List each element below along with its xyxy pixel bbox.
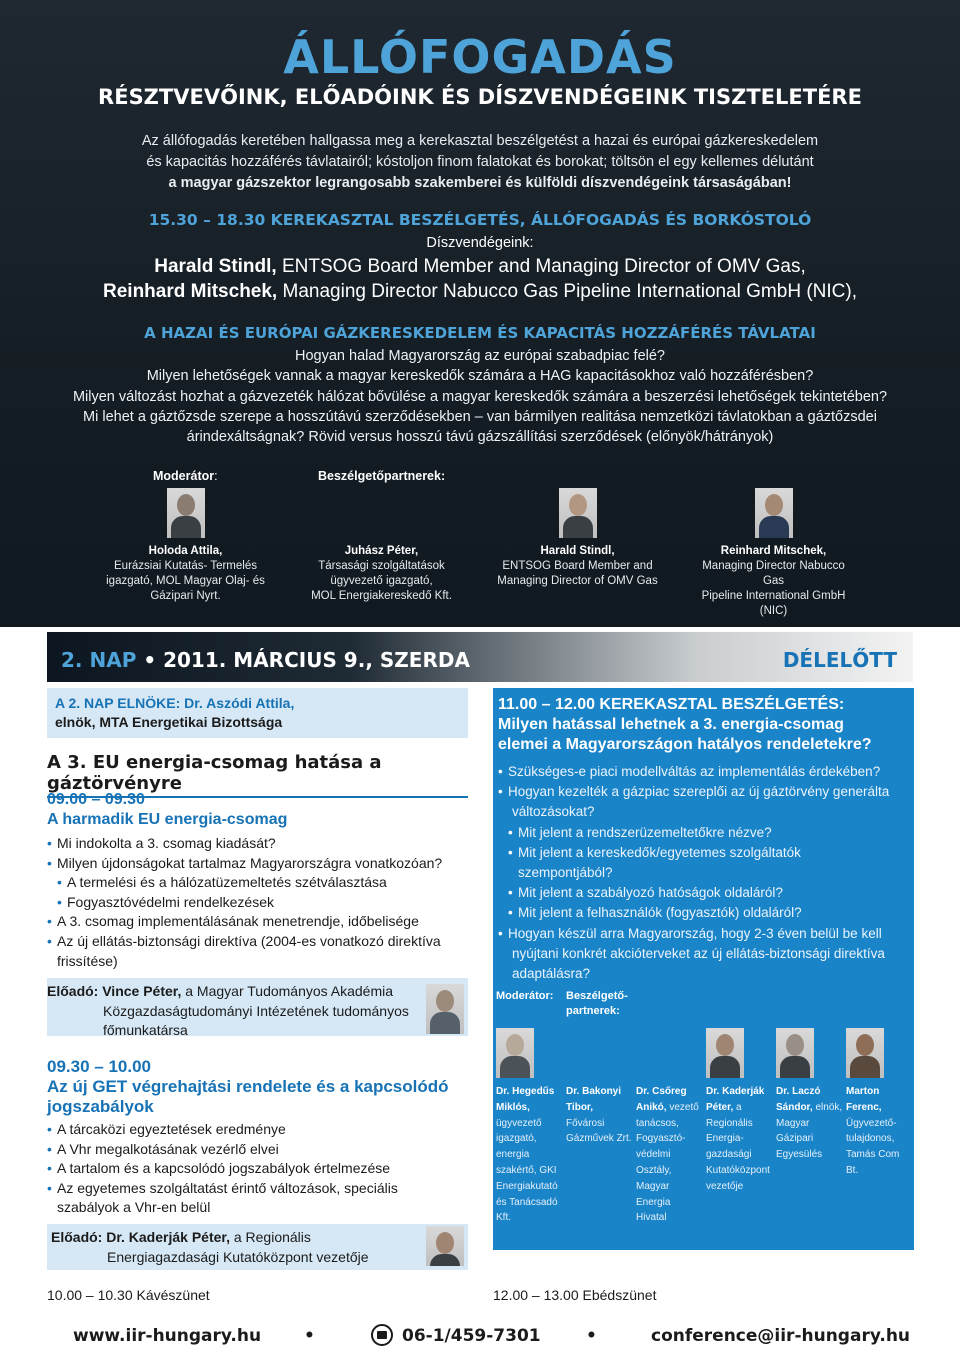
person-desc: Eurázsiai Kutatás- Termelés bbox=[114, 560, 257, 572]
person-name: Holoda Attila, bbox=[148, 545, 223, 557]
partners-label-line: partnerek: bbox=[566, 1005, 620, 1017]
panelist-desc: ügyvezető bbox=[496, 1117, 542, 1129]
guests-label: Díszvendégeink: bbox=[426, 235, 534, 251]
panelist-name: Anikó, bbox=[636, 1101, 667, 1113]
page-subtitle: RÉSZTVEVŐINK, ELŐADÓINK ÉS DÍSZVENDÉGEINK TISZTELETÉRE bbox=[98, 85, 862, 109]
guest-name: Reinhard Mitschek, bbox=[103, 281, 278, 302]
panelist-name: Sándor, bbox=[776, 1101, 813, 1113]
email-link[interactable]: conference@iir-hungary.hu bbox=[651, 1326, 911, 1346]
list-item: • Mit jelent a kereskedők/egyetemes szolgáltatók bbox=[498, 843, 906, 863]
person-desc: igazgató, MOL Magyar Olaj- és bbox=[106, 575, 265, 587]
panelist-desc: szakértő, GKI bbox=[496, 1164, 557, 1176]
panelist-desc: Kutatóközpont bbox=[706, 1164, 770, 1176]
panelist-card bbox=[496, 1028, 564, 1226]
portrait-photo bbox=[426, 1226, 464, 1266]
list-item: szempontjából? bbox=[518, 865, 613, 881]
list-item: • A termelési és a hálózatüzemeltetés szétválasztása bbox=[47, 873, 442, 893]
panelist-card bbox=[706, 1028, 774, 1195]
person-name: Harald Stindl, bbox=[540, 545, 615, 557]
question-line: árindexáltságnak? Rövid versus hosszú távú gázszállítási szerződések (előnyök/hátrányok) bbox=[186, 429, 774, 445]
intro-line: a magyar gázszektor legrangosabb szakemberei és külföldi díszvendégeink társaságában! bbox=[168, 175, 792, 191]
person-card bbox=[495, 488, 660, 589]
list-item: • A 3. csomag implementálásának menetrendje, időbelisége bbox=[47, 912, 442, 932]
panelist-name: Miklós, bbox=[496, 1101, 530, 1113]
moderator-label bbox=[153, 469, 218, 483]
person-desc: Társasági szolgáltatások bbox=[318, 560, 445, 572]
list-item: adaptálásra? bbox=[512, 966, 591, 982]
list-item: • A tárcaközi egyeztetések eredménye bbox=[47, 1120, 398, 1140]
person-card bbox=[103, 488, 268, 604]
session-1-heading bbox=[47, 790, 287, 830]
person-card bbox=[299, 488, 464, 604]
panelist-card bbox=[566, 1028, 634, 1147]
panelist-desc: tanácsos, bbox=[636, 1117, 679, 1129]
panelist-desc: Energiakutató bbox=[496, 1180, 558, 1192]
speaker-box bbox=[47, 1224, 468, 1270]
day-banner bbox=[47, 632, 913, 682]
panelist-name: Tibor, bbox=[566, 1101, 594, 1113]
speaker-text: Közgazdaságtudományi Intézetének tudományos bbox=[103, 1002, 409, 1019]
panelist-desc: Kft. bbox=[496, 1212, 512, 1224]
portrait-photo bbox=[846, 1028, 884, 1078]
roundtable-topics bbox=[498, 762, 906, 984]
speaker-box bbox=[47, 978, 468, 1036]
list-item: • Szükséges-e piaci modellváltás az implementálás érdekében? bbox=[498, 762, 906, 782]
panelist-card bbox=[776, 1028, 844, 1163]
panelist-desc: gazdasági bbox=[706, 1149, 752, 1161]
list-item: • Mit jelent a rendszerüzemeltetőkre nézve? bbox=[498, 823, 906, 843]
page-title: ÁLLÓFOGADÁS bbox=[283, 30, 677, 84]
person-desc: Pipeline International GmbH (NIC) bbox=[701, 590, 846, 617]
person-desc: ügyvezető igazgató, bbox=[330, 575, 433, 587]
portrait-photo bbox=[167, 488, 205, 538]
chair-role: elnök, MTA Energetikai Bizottsága bbox=[55, 714, 283, 730]
moderator-label-text: Moderátor bbox=[153, 469, 215, 483]
coffee-break: 10.00 – 10.30 Kávészünet bbox=[47, 1287, 210, 1303]
guest-line bbox=[0, 281, 960, 303]
panelist-name: Dr. Laczó bbox=[776, 1086, 821, 1097]
chair-prefix: A 2. NAP ELNÖKE: bbox=[55, 695, 181, 711]
panelist-name: Dr. Csőreg bbox=[636, 1086, 687, 1097]
person-card bbox=[691, 488, 856, 619]
list-item: frissítése) bbox=[57, 952, 118, 969]
list-item: • Hogyan készül arra Magyarország, hogy 2-3 éven belül be kell bbox=[498, 924, 906, 944]
speaker-text: Energiagazdasági Kutatóközpont vezetője bbox=[107, 1248, 369, 1265]
panelist-card bbox=[846, 1028, 914, 1179]
list-item: • Az egyetemes szolgáltatást érintő változások, speciális bbox=[47, 1179, 398, 1199]
panelist-desc: Egyesülés bbox=[776, 1149, 823, 1161]
speaker-text: főmunkatársa bbox=[103, 1022, 188, 1038]
list-item: • A Vhr megalkotásának vezérlő elvei bbox=[47, 1140, 398, 1160]
list-item: • Az új ellátás-biztonsági direktíva (2004-es vonatkozó direktíva bbox=[47, 932, 442, 952]
portrait-photo bbox=[706, 1028, 744, 1078]
person-name: Reinhard Mitschek, bbox=[720, 545, 827, 557]
question-line: Milyen lehetőségek vannak a magyar kereskedők számára a HAG kapacitásokhoz való hozzáférésben? bbox=[146, 368, 814, 384]
portrait-photo bbox=[776, 1028, 814, 1078]
panelist-desc: igazgató, bbox=[496, 1133, 537, 1145]
roundtable-question: Milyen hatással lehetnek a 3. energia-csomag bbox=[498, 716, 844, 733]
footer-separator: • bbox=[304, 1326, 315, 1346]
section-heading: A 3. EU energia-csomag hatása a gáztörvényre bbox=[47, 752, 468, 798]
panelist-card bbox=[636, 1028, 704, 1226]
person-desc: MOL Energiakereskedő Kft. bbox=[311, 590, 452, 602]
list-item: változásokat? bbox=[512, 804, 595, 820]
list-item: • Hogyan kezelték a gázpiac szereplői az új gáztörvény generálta bbox=[498, 782, 906, 802]
person-desc: ENTSOG Board Member and bbox=[502, 560, 653, 572]
panelist-desc: Magyar Gázipari bbox=[776, 1117, 814, 1145]
roundtable-box bbox=[493, 688, 914, 1250]
day-date-text: 2011. MÁRCIUS 9., SZERDA bbox=[163, 648, 470, 672]
portrait-photo bbox=[559, 488, 597, 538]
guest-role: Managing Director Nabucco Gas Pipeline International GmbH (NIC), bbox=[282, 281, 857, 302]
panelist-name: Dr. Kaderják bbox=[706, 1086, 765, 1097]
session-2-topics bbox=[47, 1120, 398, 1218]
list-item: • Mi indokolta a 3. csomag kiadását? bbox=[47, 834, 442, 854]
panelist-desc: a bbox=[736, 1101, 742, 1113]
panelist-desc: Tamás Com Bt. bbox=[846, 1149, 900, 1176]
partners-label bbox=[566, 989, 628, 1019]
panelist-desc: Magyar Energia bbox=[636, 1180, 671, 1208]
panelist-desc: Energia- bbox=[706, 1133, 744, 1145]
person-desc: Gázipari Nyrt. bbox=[150, 590, 221, 602]
day-date bbox=[61, 648, 470, 672]
person-desc: Managing Director of OMV Gas bbox=[497, 575, 658, 587]
session-title: A harmadik EU energia-csomag bbox=[47, 811, 288, 828]
intro-line: és kapacitás hozzáférés távlatairól; kóstoljon finom falatokat és borokat; töltsön el egy kellemes délutánt bbox=[146, 154, 814, 170]
panelist-desc: Gázművek Zrt. bbox=[566, 1133, 632, 1145]
speaker-label: Előadó: Vince Péter, bbox=[47, 983, 182, 999]
session-1-topics bbox=[47, 834, 442, 971]
panelist-desc: Regionális bbox=[706, 1117, 753, 1129]
session-time: 09.00 – 09.30 bbox=[47, 791, 145, 808]
panelist-desc: és Tanácsadó bbox=[496, 1196, 558, 1208]
panelist-name: Dr. Bakonyi bbox=[566, 1086, 622, 1097]
list-item: • Milyen újdonságokat tartalmaz Magyarországra vonatkozóan? bbox=[47, 854, 442, 874]
session-title: jogszabályok bbox=[47, 1097, 154, 1116]
list-item: • Mit jelent a felhasználók (fogyasztók) oldaláról? bbox=[498, 903, 906, 923]
question-line: Mi lehet a gáztőzsde szerepe a hosszútávú szerződésekben – van bármilyen realitása nemzetközi távlatokban a gáztőzsdei bbox=[83, 409, 877, 425]
roundtable-time: 11.00 – 12.00 KEREKASZTAL BESZÉLGETÉS: bbox=[498, 696, 845, 713]
topic-title: A HAZAI ÉS EURÓPAI GÁZKERESKEDELEM ÉS KAPACITÁS HOZZÁFÉRÉS TÁVLATAI bbox=[144, 324, 816, 342]
panelist-desc: Hivatal bbox=[636, 1212, 667, 1224]
lunch-break: 12.00 – 13.00 Ebédszünet bbox=[493, 1287, 657, 1303]
guest-role: ENTSOG Board Member and Managing Director of OMV Gas, bbox=[281, 256, 806, 277]
moderator-colon: : bbox=[214, 469, 218, 483]
roundtable-title bbox=[498, 695, 871, 755]
footer-separator: • bbox=[586, 1326, 597, 1346]
partners-label: Beszélgetőpartnerek: bbox=[318, 469, 446, 483]
session-2-heading bbox=[47, 1057, 449, 1117]
person-desc: Managing Director Nabucco Gas bbox=[702, 560, 845, 587]
panelist-desc: Fővárosi bbox=[566, 1117, 605, 1129]
panelist-desc: védelmi Osztály, bbox=[636, 1149, 672, 1176]
panelist-desc: vezető bbox=[669, 1101, 699, 1113]
chair-name: Dr. Aszódi Attila, bbox=[180, 695, 295, 711]
day-part: DÉLELŐTT bbox=[782, 648, 897, 672]
phone-number[interactable]: 06-1/459-7301 bbox=[402, 1326, 541, 1346]
hero-section bbox=[0, 0, 960, 627]
day-separator: • bbox=[136, 648, 164, 672]
day-number: 2. NAP bbox=[61, 648, 137, 672]
speaker-text: a Magyar Tudományos Akadémia bbox=[181, 983, 394, 999]
list-item: • Mit jelent a szabályozó hatóságok oldaláról? bbox=[498, 883, 906, 903]
intro-line: Az állófogadás keretében hallgassa meg a kerekasztal beszélgetést a hazai és európai gázkereskedelem bbox=[141, 133, 819, 149]
speaker-text: a Regionális bbox=[229, 1229, 311, 1245]
guest-name: Harald Stindl, bbox=[154, 256, 277, 277]
guest-line bbox=[0, 256, 960, 278]
list-item: nyújtani konkrét akcióterveket az új ellátás-biztonsági direktíva bbox=[512, 945, 885, 961]
partners-label-line: Beszélgető- bbox=[566, 990, 628, 1002]
list-item: szabályok a Vhr-en belül bbox=[57, 1199, 211, 1216]
question-line: Milyen változást hozhat a gázvezeték hálózat bővülése a magyar kereskedők számára a beszerzési lehetőségek tekintetében? bbox=[72, 389, 888, 405]
website-link[interactable]: www.iir-hungary.hu bbox=[73, 1326, 262, 1346]
panelist-desc: vezetője bbox=[706, 1180, 744, 1192]
speaker-label: Előadó: Dr. Kaderják Péter, bbox=[51, 1229, 230, 1245]
panelist-desc: Ügyvezető- bbox=[846, 1117, 897, 1129]
portrait-photo bbox=[755, 488, 793, 538]
question-line: Hogyan halad Magyarország az európai szabadpiac felé? bbox=[295, 348, 665, 364]
session-title: Az új GET végrehajtási rendelete és a kapcsolódó bbox=[47, 1077, 449, 1096]
panelist-desc: elnök, bbox=[815, 1101, 843, 1113]
person-name: Juhász Péter, bbox=[344, 545, 419, 557]
panelist-desc: Fogyasztó- bbox=[636, 1133, 686, 1145]
portrait-photo bbox=[426, 984, 464, 1034]
intro-text bbox=[70, 131, 890, 194]
panelist-name: Péter, bbox=[706, 1101, 734, 1113]
list-item: • A tartalom és a kapcsolódó jogszabályok értelmezése bbox=[47, 1159, 398, 1179]
roundtable-question: elemei a Magyarországon hatályos rendeletekre? bbox=[498, 736, 872, 753]
list-item: • Fogyasztóvédelmi rendelkezések bbox=[47, 893, 442, 913]
reception-schedule: 15.30 – 18.30 KEREKASZTAL BESZÉLGETÉS, ÁLLÓFOGADÁS ÉS BORKÓSTOLÓ bbox=[148, 211, 812, 229]
chair-box bbox=[47, 688, 468, 738]
panelist-desc: energia bbox=[496, 1149, 530, 1161]
session-time: 09.30 – 10.00 bbox=[47, 1057, 151, 1076]
moderator-label: Moderátor: bbox=[496, 990, 554, 1002]
panelist-name: Ferenc, bbox=[846, 1101, 882, 1113]
panelist-name: Marton bbox=[846, 1086, 880, 1097]
panelist-name: Dr. Hegedűs bbox=[496, 1086, 555, 1097]
phone-icon bbox=[370, 1324, 394, 1351]
footer bbox=[0, 1318, 960, 1358]
panelist-desc: tulajdonos, bbox=[846, 1133, 895, 1145]
portrait-photo bbox=[496, 1028, 534, 1078]
